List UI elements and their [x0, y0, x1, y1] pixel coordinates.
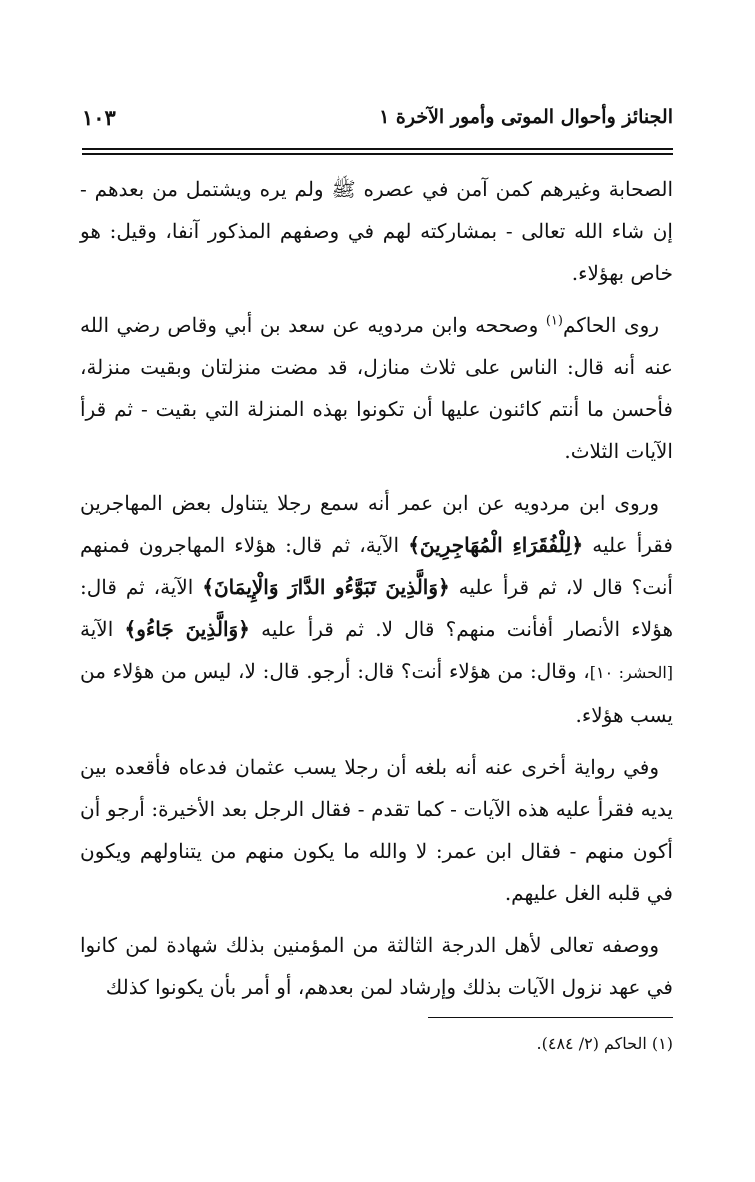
paragraph-3-part-2: الآية، ثم قال: هؤلاء المهاجرون فمنهم أنت؟ قال لا، ثم قرأ عليه	[80, 533, 673, 599]
quran-verse-3: ﴿وَالَّذِينَ جَاءُو﴾	[124, 617, 250, 641]
paragraph-3-part-1: وروى ابن مردويه عن ابن عمر أنه سمع رجلا يتناول بعض المهاجرين فقرأ عليه	[80, 491, 673, 557]
paragraph-2-start: روى الحاكم	[562, 313, 659, 337]
quran-verse-1: ﴿لِلْفُقَرَاءِ الْمُهَاجِرِينَ﴾	[408, 533, 584, 557]
page-number: ١٠٣	[82, 104, 116, 130]
header-rule-second	[82, 153, 673, 155]
header-title: الجنائز وأحوال الموتى وأمور الآخرة ١	[379, 106, 673, 128]
paragraph-3-part-4: الآية	[80, 617, 125, 641]
paragraph-4: وفي رواية أخرى عنه أنه بلغه أن رجلا يسب عثمان فدعاه فأقعده بين يديه فقرأ عليه هذه الآيات - كما تقدم - فقال الرجل بعد الأخيرة: أرجو أن أكون منهم - فقال ابن عمر: لا والله ما يكون منهم من يتناولهم ويكون في قلبه الغل عليهم.	[80, 755, 673, 905]
paragraph-3	[80, 482, 673, 736]
paragraph-2-rest: وصححه وابن مردويه عن سعد بن أبي وقاص رضي الله عنه أنه قال: الناس على ثلاث منازل، قد مضت منزلتان وبقيت منزلة، فأحسن ما أنتم كائنون عليها أن تكونوا بهذه المنزلة التي بقيت - ثم قرأ الآيات الثلاث.	[80, 313, 673, 463]
paragraph-1: الصحابة وغيرهم كمن آمن في عصره ﷺ ولم يره ويشتمل من بعدهم - إن شاء الله تعالى - بمشاركته لهم في وصفهم المذكور آنفا، وقيل: هو خاص بهؤلاء.	[80, 177, 673, 285]
footnote: (١) الحاكم (٢/ ٤٨٤).	[536, 1034, 673, 1053]
main-text	[80, 168, 673, 1018]
paragraph-3-part-3: الآية، ثم قال: هؤلاء الأنصار أفأنت منهم؟ قال لا. ثم قرأ عليه	[80, 575, 673, 641]
paragraph-3-part-5: ، وقال: من هؤلاء أنت؟ قال: أرجو. قال: لا، ليس من هؤلاء من يسب هؤلاء.	[80, 659, 673, 727]
footnote-separator	[428, 1017, 673, 1018]
paragraph-2	[80, 304, 673, 472]
footnote-marker: (١)	[545, 313, 563, 329]
quran-verse-2: ﴿وَالَّذِينَ تَبَوَّءُو الدَّارَ وَالْإِيمَانَ﴾	[202, 575, 450, 599]
running-header	[82, 97, 673, 137]
header-rule	[82, 148, 673, 150]
paragraph-5: ووصفه تعالى لأهل الدرجة الثالثة من المؤمنين بذلك شهادة لمن كانوا في عهد نزول الآيات بذلك وإرشاد لمن بعدهم، أو أمر بأن يكونوا كذلك	[80, 933, 673, 999]
surah-reference: [الحشر: ١٠]	[589, 663, 674, 682]
